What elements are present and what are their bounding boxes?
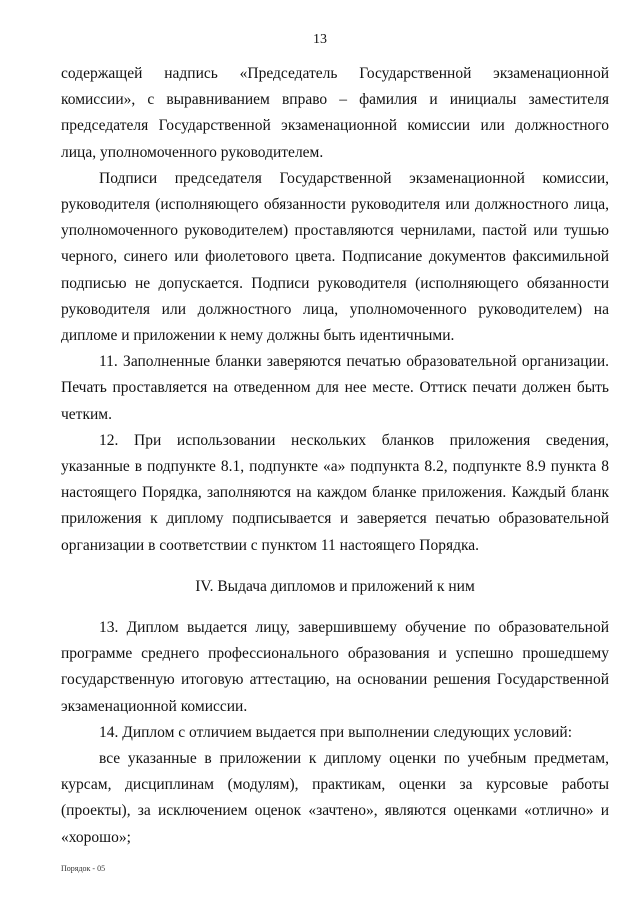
document-body: [61, 61, 609, 851]
paragraph-item-13: 13. Диплом выдается лицу, завершившему обучение по образовательной программе среднего профессионального образования и успешно прошедшему государственную итоговую аттестацию, на основании решения Государственной экзаменационной комиссии.: [61, 619, 609, 715]
paragraph-condition-grades: все указанные в приложении к диплому оценки по учебным предметам, курсам, дисциплинам (модулям), практикам, оценки за курсовые работы (проекты), за исключением оценок «зачтено», являются оценками «отлично» и «хорошо»;: [61, 750, 609, 846]
paragraph-item-14: 14. Диплом с отличием выдается при выполнении следующих условий:: [99, 723, 573, 741]
page-number: 13: [313, 32, 327, 47]
footer-doc-code: Порядок - 05: [61, 864, 106, 873]
paragraph-item-12: 12. При использовании нескольких бланков приложения сведения, указанные в подпункте 8.1, подпункте «а» подпункта 8.2, подпункте 8.9 пункта 8 настоящего Порядка, заполняются на каждом бланке приложения. Каждый бланк приложения к диплому подписывается и заверяется печатью образовательной организации в соответствии с пунктом 11 настоящего Порядка.: [61, 431, 609, 554]
paragraph-signatures: Подписи председателя Государственной экзаменационной комиссии, руководителя (исполняющего обязанности руководителя или должностного лица, уполномоченного руководителем) проставляются чернилами, пастой или тушью черного, синего или фиолетового цвета. Подписание документов факсимильной подписью не допускается. Подписи руководителя (исполняющего обязанности руководителя или должностного лица, уполномоченного руководителем) на дипломе и приложении к нему должны быть идентичными.: [61, 169, 609, 345]
section-heading: IV. Выдача дипломов и приложений к ним: [195, 577, 475, 595]
paragraph-signature-continuation: содержащей надпись «Председатель Государственной экзаменационной комиссии», с выравниванием вправо – фамилия и инициалы заместителя председателя Государственной экзаменационной комиссии или должностного лица, уполномоченного руководителем.: [61, 65, 609, 161]
paragraph-item-11: 11. Заполненные бланки заверяются печатью образовательной организации. Печать проставляется на отведенном для нее месте. Оттиск печати должен быть четким.: [61, 353, 609, 423]
